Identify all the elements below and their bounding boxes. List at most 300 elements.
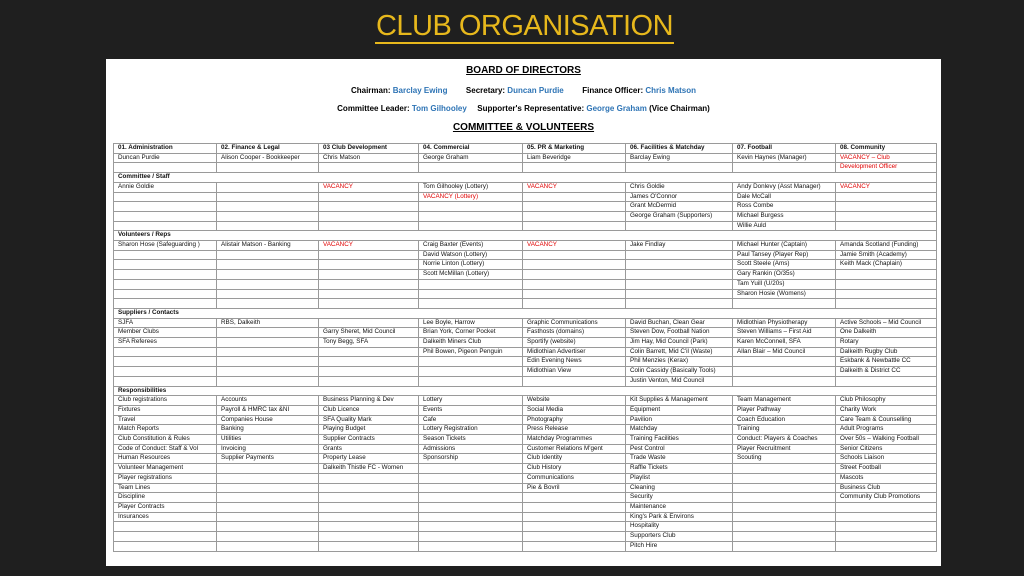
table-cell: Season Tickets — [419, 435, 523, 445]
table-cell — [523, 221, 626, 231]
committee-leader-label: Committee Leader: — [337, 104, 410, 113]
table-row — [114, 347, 937, 357]
table-cell: Player Recruitment — [733, 444, 836, 454]
table-cell: Security — [626, 493, 733, 503]
table-cell: Pitch Hire — [626, 541, 733, 551]
table-cell: VACANCY (Lottery) — [419, 192, 523, 202]
table-cell: Chris Goldie — [626, 182, 733, 192]
table-cell — [419, 532, 523, 542]
table-cell: Phil Menzies (Kerax) — [626, 357, 733, 367]
table-cell — [217, 192, 319, 202]
table-cell: Graphic Communications — [523, 318, 626, 328]
table-cell: George Graham — [419, 153, 523, 163]
table-cell — [419, 522, 523, 532]
table-cell: Accounts — [217, 396, 319, 406]
table-cell: Invoicing — [217, 444, 319, 454]
table-cell — [523, 493, 626, 503]
table-cell: Club Constitution & Rules — [114, 435, 217, 445]
table-cell — [836, 541, 937, 551]
table-cell — [217, 376, 319, 386]
table-cell: Brian York, Corner Pocket — [419, 328, 523, 338]
table-row — [114, 473, 937, 483]
table-cell: James O'Connor — [626, 192, 733, 202]
table-cell — [626, 163, 733, 173]
table-cell — [114, 532, 217, 542]
table-cell: Sharon Hosie (Womens) — [733, 289, 836, 299]
table-cell: Ross Combe — [733, 202, 836, 212]
table-cell: Photography — [523, 415, 626, 425]
table-cell — [733, 357, 836, 367]
table-cell: Utilities — [217, 435, 319, 445]
table-cell: Alistair Matson - Banking — [217, 241, 319, 251]
table-row — [114, 260, 937, 270]
table-cell — [626, 260, 733, 270]
table-cell: Jake Findlay — [626, 241, 733, 251]
table-cell — [626, 250, 733, 260]
table-row — [114, 338, 937, 348]
table-cell: Garry Sheret, Mid Council — [319, 328, 419, 338]
table-cell: RBS, Dalkeith — [217, 318, 319, 328]
table-cell: Communications — [523, 473, 626, 483]
finance-name: Chris Matson — [645, 86, 697, 95]
table-cell: 04. Commercial — [419, 144, 523, 154]
table-cell — [419, 202, 523, 212]
table-cell: Andy Donlevy (Asst Manager) — [733, 182, 836, 192]
table-cell — [419, 503, 523, 513]
table-cell: Gary Rankin (O/35s) — [733, 270, 836, 280]
table-cell — [217, 163, 319, 173]
table-cell — [114, 367, 217, 377]
table-cell — [319, 221, 419, 231]
table-row — [114, 211, 937, 221]
table-cell — [217, 211, 319, 221]
table-cell — [319, 473, 419, 483]
table-cell — [114, 250, 217, 260]
table-cell: Lottery Registration — [419, 425, 523, 435]
table-cell: SFA Referees — [114, 338, 217, 348]
table-cell: 08. Community — [836, 144, 937, 154]
table-cell: Website — [523, 396, 626, 406]
table-cell — [319, 211, 419, 221]
table-cell — [733, 473, 836, 483]
table-row — [114, 493, 937, 503]
table-cell — [319, 522, 419, 532]
table-cell: Chris Matson — [319, 153, 419, 163]
table-cell — [419, 357, 523, 367]
table-row — [114, 415, 937, 425]
table-cell: Hospitality — [626, 522, 733, 532]
table-cell — [217, 270, 319, 280]
table-cell: Norrie Linton (Lottery) — [419, 260, 523, 270]
table-cell: Grants — [319, 444, 419, 454]
table-cell — [733, 376, 836, 386]
table-cell: Midlothian Physiotherapy — [733, 318, 836, 328]
table-cell — [523, 163, 626, 173]
table-cell — [419, 289, 523, 299]
table-cell — [217, 221, 319, 231]
table-cell: Tom Gilhooley (Lottery) — [419, 182, 523, 192]
table-row — [114, 328, 937, 338]
table-cell: SFA Quality Mark — [319, 415, 419, 425]
table-row — [114, 503, 937, 513]
table-cell — [319, 532, 419, 542]
table-cell — [319, 376, 419, 386]
table-cell — [733, 483, 836, 493]
table-cell: Coach Education — [733, 415, 836, 425]
table-cell: SJFA — [114, 318, 217, 328]
table-cell: Dalkeith Miners Club — [419, 338, 523, 348]
table-cell: George Graham (Supporters) — [626, 211, 733, 221]
table-cell — [523, 522, 626, 532]
table-row — [114, 279, 937, 289]
section-label: Responsibilities — [114, 386, 937, 396]
finance-label: Finance Officer: — [582, 86, 644, 95]
table-row — [114, 270, 937, 280]
table-cell — [733, 532, 836, 542]
table-cell: VACANCY — [319, 182, 419, 192]
table-cell — [836, 512, 937, 522]
table-cell — [217, 541, 319, 551]
table-cell — [319, 541, 419, 551]
table-cell: Code of Conduct: Staff & Vol — [114, 444, 217, 454]
table-cell — [217, 182, 319, 192]
table-cell — [217, 357, 319, 367]
table-cell: VACANCY — [523, 241, 626, 251]
table-cell — [217, 279, 319, 289]
table-cell: Fasthosts (domains) — [523, 328, 626, 338]
table-cell: Dalkeith Rugby Club — [836, 347, 937, 357]
table-cell — [217, 260, 319, 270]
table-cell: Player Contracts — [114, 503, 217, 513]
table-cell: Sponsorship — [419, 454, 523, 464]
table-cell: Trade Waste — [626, 454, 733, 464]
table-cell — [523, 512, 626, 522]
table-cell — [733, 464, 836, 474]
table-cell: Michael Burgess — [733, 211, 836, 221]
secretary-label: Secretary: — [465, 86, 506, 95]
table-cell: Dale McCall — [733, 192, 836, 202]
table-cell: Alison Cooper - Bookkeeper — [217, 153, 319, 163]
table-cell — [319, 493, 419, 503]
table-cell: Member Clubs — [114, 328, 217, 338]
table-cell: Rotary — [836, 338, 937, 348]
table-row — [114, 192, 937, 202]
table-cell: Street Football — [836, 464, 937, 474]
table-cell — [217, 347, 319, 357]
table-cell: Colin Cassidy (Basically Tools) — [626, 367, 733, 377]
table-cell: King's Park & Environs — [626, 512, 733, 522]
table-cell — [523, 270, 626, 280]
table-cell — [523, 202, 626, 212]
table-cell — [319, 250, 419, 260]
table-cell — [217, 532, 319, 542]
table-cell: Scouting — [733, 454, 836, 464]
table-row — [114, 202, 937, 212]
table-cell: Matchday Programmes — [523, 435, 626, 445]
table-cell: Travel — [114, 415, 217, 425]
table-cell — [626, 279, 733, 289]
table-cell: Liam Beveridge — [523, 153, 626, 163]
table-cell: Admissions — [419, 444, 523, 454]
table-cell — [217, 493, 319, 503]
section-header-row — [114, 386, 937, 396]
table-cell: 02. Finance & Legal — [217, 144, 319, 154]
table-cell — [114, 211, 217, 221]
table-cell — [114, 202, 217, 212]
table-cell: Steven Dow, Football Nation — [626, 328, 733, 338]
table-cell: Duncan Purdie — [114, 153, 217, 163]
table-cell — [836, 221, 937, 231]
table-cell — [319, 512, 419, 522]
table-cell: Kevin Haynes (Manager) — [733, 153, 836, 163]
table-cell: Pie & Bovril — [523, 483, 626, 493]
table-cell — [836, 299, 937, 309]
table-row — [114, 289, 937, 299]
table-cell: Cleaning — [626, 483, 733, 493]
table-cell: Development Officer — [836, 163, 937, 173]
table-cell: 06. Facilities & Matchday — [626, 144, 733, 154]
table-cell: Community Club Promotions — [836, 493, 937, 503]
table-cell — [836, 522, 937, 532]
table-cell: Dalkeith & District CC — [836, 367, 937, 377]
table-cell: Playlist — [626, 473, 733, 483]
table-cell — [217, 464, 319, 474]
table-cell: Social Media — [523, 405, 626, 415]
table-row — [114, 405, 937, 415]
table-cell: Annie Goldie — [114, 182, 217, 192]
table-cell: Keith Mack (Chaplain) — [836, 260, 937, 270]
table-cell: Player registrations — [114, 473, 217, 483]
table-cell: Scott McMillan (Lottery) — [419, 270, 523, 280]
table-cell: Steven Williams – First Aid — [733, 328, 836, 338]
leader-row — [114, 153, 937, 163]
table-cell: Cafe — [419, 415, 523, 425]
table-cell — [217, 202, 319, 212]
table-cell: Club Identity — [523, 454, 626, 464]
table-cell — [319, 289, 419, 299]
table-cell — [523, 376, 626, 386]
table-row — [114, 464, 937, 474]
table-cell — [419, 279, 523, 289]
table-cell: Allan Blair – Mid Council — [733, 347, 836, 357]
table-cell — [523, 211, 626, 221]
table-cell — [319, 357, 419, 367]
table-cell — [419, 299, 523, 309]
table-cell: Maintenance — [626, 503, 733, 513]
table-cell — [523, 299, 626, 309]
table-cell: 01. Administration — [114, 144, 217, 154]
table-cell — [319, 318, 419, 328]
table-cell — [114, 260, 217, 270]
table-cell — [836, 192, 937, 202]
table-cell: Tony Begg, SFA — [319, 338, 419, 348]
table-cell: Lee Boyle, Harrow — [419, 318, 523, 328]
table-cell: Schools Liaison — [836, 454, 937, 464]
table-cell: Business Club — [836, 483, 937, 493]
table-cell — [319, 503, 419, 513]
table-cell: Press Release — [523, 425, 626, 435]
table-cell — [733, 541, 836, 551]
table-cell — [836, 376, 937, 386]
table-cell — [114, 289, 217, 299]
supporters-rep-label: Supporter's Representative: — [477, 104, 585, 113]
table-row — [114, 444, 937, 454]
table-cell — [217, 250, 319, 260]
table-cell: Equipment — [626, 405, 733, 415]
board-line-1 — [106, 86, 941, 95]
table-cell: Team Management — [733, 396, 836, 406]
table-cell — [523, 289, 626, 299]
table-cell: Dalkeith Thistle FC - Women — [319, 464, 419, 474]
table-row — [114, 221, 937, 231]
table-cell: Michael Hunter (Captain) — [733, 241, 836, 251]
table-cell — [419, 473, 523, 483]
table-cell — [523, 192, 626, 202]
table-cell — [319, 483, 419, 493]
table-cell — [217, 328, 319, 338]
table-cell: Pavilion — [626, 415, 733, 425]
table-cell: Active Schools – Mid Council — [836, 318, 937, 328]
board-line-2 — [106, 104, 941, 113]
table-cell: Companies House — [217, 415, 319, 425]
table-cell: Customer Relations M'gent — [523, 444, 626, 454]
table-cell: Raffle Tickets — [626, 464, 733, 474]
table-cell — [419, 163, 523, 173]
table-cell: Conduct: Players & Coaches — [733, 435, 836, 445]
table-cell: One Dalkeith — [836, 328, 937, 338]
table-cell: Phil Bowen, Pigeon Penguin — [419, 347, 523, 357]
table-cell: VACANCY — [319, 241, 419, 251]
table-cell — [114, 376, 217, 386]
table-cell: Scott Steele (Ams) — [733, 260, 836, 270]
table-cell: Colin Barrett, Mid C'il (Waste) — [626, 347, 733, 357]
table-cell — [733, 163, 836, 173]
table-cell: Property Lease — [319, 454, 419, 464]
table-cell — [419, 376, 523, 386]
table-cell — [419, 512, 523, 522]
table-cell: Paul Tansey (Player Rep) — [733, 250, 836, 260]
table-cell — [217, 522, 319, 532]
table-cell — [626, 299, 733, 309]
table-cell: Banking — [217, 425, 319, 435]
table-cell: Matchday — [626, 425, 733, 435]
table-cell: Training — [733, 425, 836, 435]
table-cell: Charity Work — [836, 405, 937, 415]
table-cell: VACANCY – Club — [836, 153, 937, 163]
supporters-rep-name: George Graham — [586, 104, 647, 113]
table-cell — [836, 279, 937, 289]
table-cell — [319, 163, 419, 173]
table-cell — [836, 202, 937, 212]
table-row — [114, 512, 937, 522]
table-cell — [217, 512, 319, 522]
table-cell — [523, 503, 626, 513]
table-cell — [114, 221, 217, 231]
table-cell: Club History — [523, 464, 626, 474]
table-row — [114, 541, 937, 551]
table-cell — [523, 532, 626, 542]
table-row — [114, 318, 937, 328]
committee-leader-name: Tom Gilhooley — [411, 104, 467, 113]
table-row — [114, 532, 937, 542]
committee-title: COMMITTEE & VOLUNTEERS — [452, 122, 595, 133]
table-cell: Kit Supplies & Management — [626, 396, 733, 406]
page-title: CLUB ORGANISATION — [375, 10, 674, 42]
table-cell: Midlothian Advertiser — [523, 347, 626, 357]
table-cell — [114, 192, 217, 202]
table-cell — [114, 357, 217, 367]
vice-chairman-note: (Vice Chairman) — [649, 104, 710, 113]
table-cell: Mascots — [836, 473, 937, 483]
table-cell: Events — [419, 405, 523, 415]
table-cell — [114, 522, 217, 532]
table-cell: Adult Programs — [836, 425, 937, 435]
table-row — [114, 367, 937, 377]
table-cell: Midlothian View — [523, 367, 626, 377]
table-cell — [523, 541, 626, 551]
table-cell — [114, 279, 217, 289]
table-row — [114, 522, 937, 532]
table-cell: Supporters Club — [626, 532, 733, 542]
chairman-label: Chairman: — [350, 86, 391, 95]
table-cell — [836, 503, 937, 513]
table-cell: Playing Budget — [319, 425, 419, 435]
table-cell — [319, 347, 419, 357]
table-cell — [319, 299, 419, 309]
table-cell — [114, 347, 217, 357]
table-cell: Pest Control — [626, 444, 733, 454]
table-cell — [419, 541, 523, 551]
table-cell: VACANCY — [836, 182, 937, 192]
table-cell: Tam Yuill (U/20s) — [733, 279, 836, 289]
column-header-row — [114, 144, 937, 154]
table-row — [114, 182, 937, 192]
table-cell — [836, 270, 937, 280]
table-cell — [217, 473, 319, 483]
table-cell — [114, 541, 217, 551]
table-cell — [523, 250, 626, 260]
table-cell: 05. PR & Marketing — [523, 144, 626, 154]
table-cell: 07. Football — [733, 144, 836, 154]
table-cell: Human Resources — [114, 454, 217, 464]
section-label: Suppliers / Contacts — [114, 308, 937, 318]
table-row — [114, 357, 937, 367]
table-row — [114, 454, 937, 464]
table-cell — [217, 367, 319, 377]
table-cell: Supplier Payments — [217, 454, 319, 464]
table-cell: Club Philosophy — [836, 396, 937, 406]
table-cell — [626, 270, 733, 280]
table-row — [114, 435, 937, 445]
table-cell: Fixtures — [114, 405, 217, 415]
board-title: BOARD OF DIRECTORS — [466, 65, 581, 76]
table-cell: Justin Venton, Mid Council — [626, 376, 733, 386]
section-header-row — [114, 231, 937, 241]
section-label: Committee / Staff — [114, 173, 937, 183]
table-cell: Jamie Smith (Academy) — [836, 250, 937, 260]
table-cell: Eskbank & Newbattle CC — [836, 357, 937, 367]
table-row — [114, 376, 937, 386]
table-cell — [114, 163, 217, 173]
table-cell — [836, 289, 937, 299]
table-cell: Willie Auld — [733, 221, 836, 231]
table-cell: Jim Hay, Mid Council (Park) — [626, 338, 733, 348]
table-cell — [319, 270, 419, 280]
org-chart-sheet — [106, 59, 941, 566]
table-cell — [419, 367, 523, 377]
table-cell — [733, 522, 836, 532]
table-cell — [217, 503, 319, 513]
